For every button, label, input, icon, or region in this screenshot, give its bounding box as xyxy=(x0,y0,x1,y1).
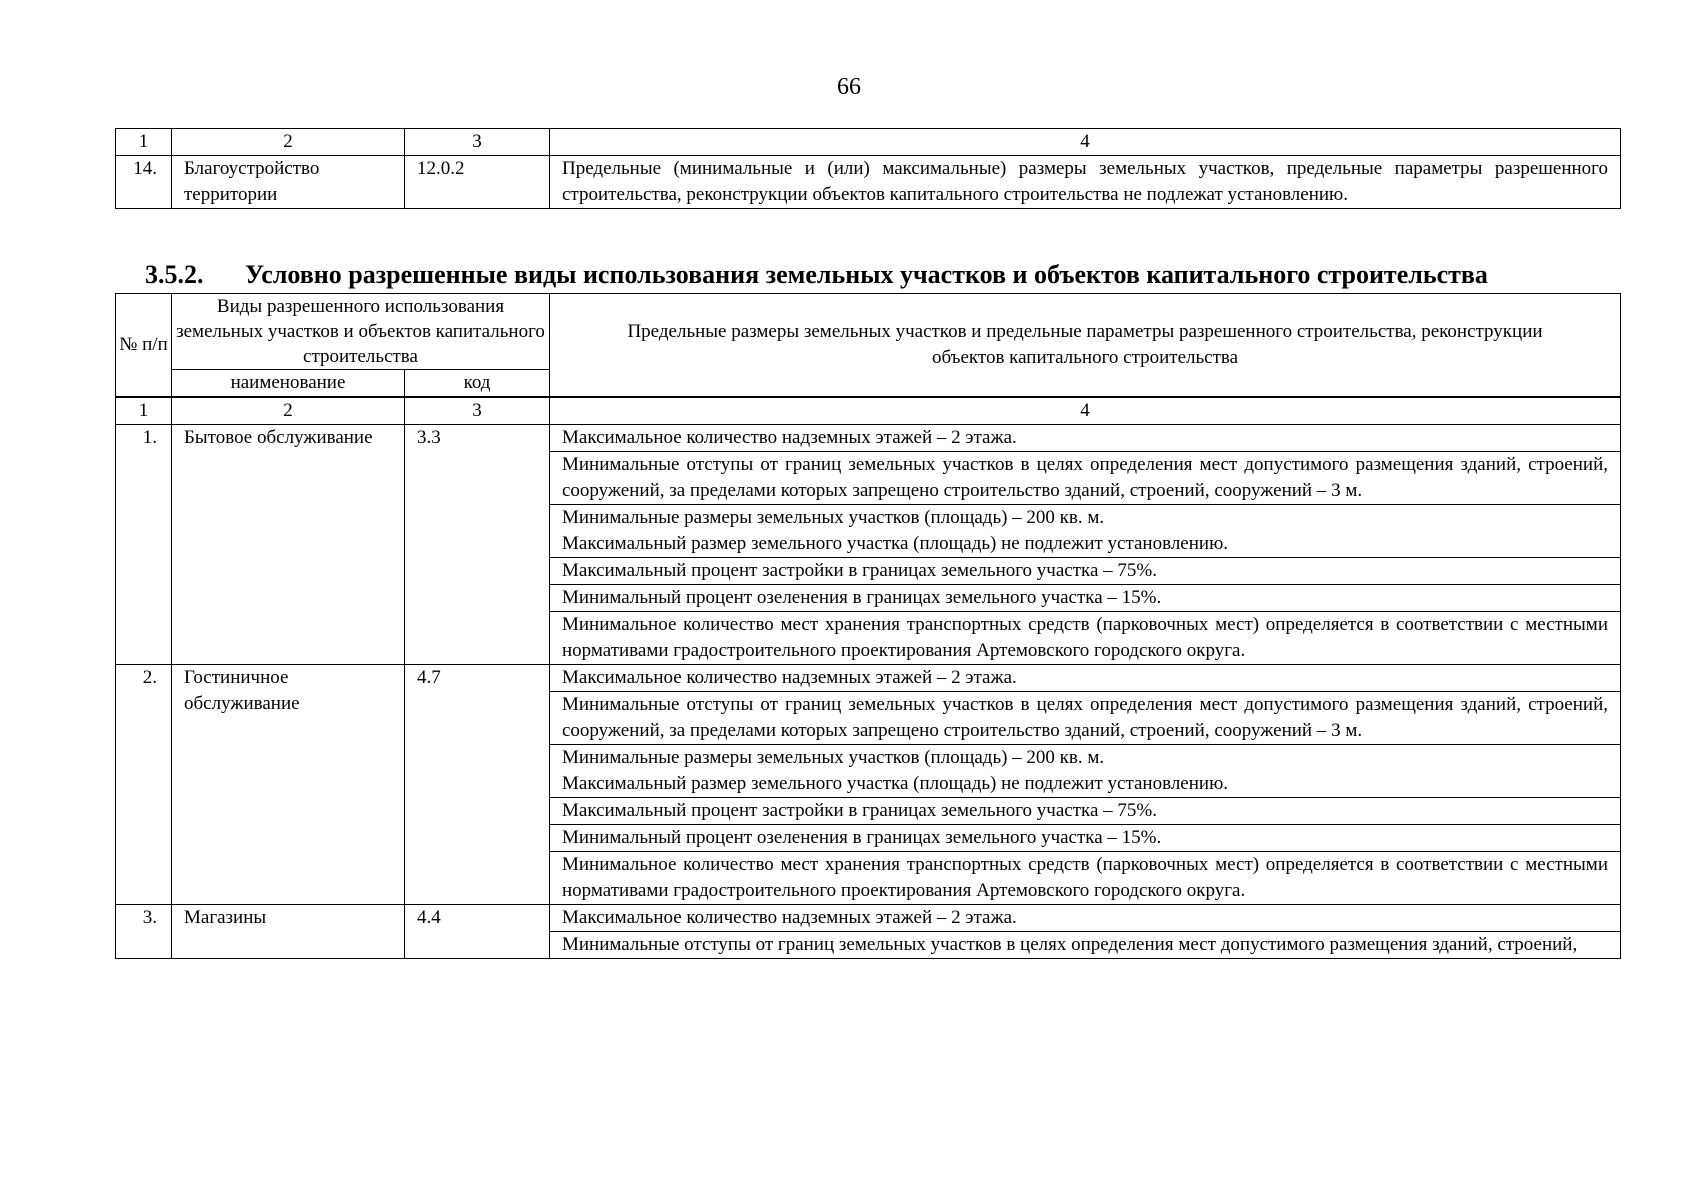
param-min-greenery: Минимальный процент озеленения в границах земельного участка – 15%. xyxy=(550,585,1621,612)
param-plot-size xyxy=(550,745,1621,798)
page-number: 66 xyxy=(837,74,861,100)
colnum-1: 1 xyxy=(116,129,172,156)
param-plot-size xyxy=(550,505,1621,558)
param-max-plot-size: Максимальный размер земельного участка (площадь) не подлежит установлению. xyxy=(562,773,1229,794)
param-max-coverage: Максимальный процент застройки в границах земельного участка – 75%. xyxy=(550,558,1621,585)
row-use-code: 4.7 xyxy=(405,665,550,905)
param-min-greenery: Минимальный процент озеленения в границах земельного участка – 15%. xyxy=(550,825,1621,852)
row-use-name: Гостиничное обслуживание xyxy=(172,665,405,905)
row-use-name: Бытовое обслуживание xyxy=(172,425,405,665)
table-row xyxy=(116,665,1621,692)
column-numbers-row xyxy=(116,398,1621,425)
param-min-setbacks: Минимальные отступы от границ земельных участков в целях определения мест допустимого размещения зданий, строений, xyxy=(550,932,1621,959)
row-number: 1. xyxy=(116,425,172,665)
row-use-code: 4.4 xyxy=(405,905,550,959)
row-number: 14. xyxy=(116,156,172,209)
section-heading xyxy=(145,258,1621,292)
param-min-plot-size: Минимальные размеры земельных участков (площадь) – 200 кв. м. xyxy=(562,507,1105,528)
header-code: код xyxy=(405,370,550,397)
param-parking: Минимальное количество мест хранения транспортных средств (парковочных мест) определяется в соответствии с местными нормативами градостроительного проектирования Артемовского городского округа. xyxy=(550,612,1621,665)
header-name: наименование xyxy=(172,370,405,397)
param-max-floors: Максимальное количество надземных этажей – 2 этажа. xyxy=(550,425,1621,452)
continued-table xyxy=(115,128,1621,209)
param-min-setbacks: Минимальные отступы от границ земельных участков в целях определения мест допустимого размещения зданий, строений, сооружений, за пределами которых запрещено строительство зданий, строений, сооружений – 3 м. xyxy=(550,452,1621,505)
colnum-1: 1 xyxy=(116,398,172,425)
row-parameters: Предельные (минимальные и (или) максимальные) размеры земельных участков, предельные параметры разрешенного строительства, реконструкции объектов капитального строительства не подлежат установлению. xyxy=(550,156,1621,209)
param-min-plot-size: Минимальные размеры земельных участков (площадь) – 200 кв. м. xyxy=(562,747,1105,768)
row-number: 3. xyxy=(116,905,172,959)
row-use-code: 3.3 xyxy=(405,425,550,665)
param-max-floors: Максимальное количество надземных этажей – 2 этажа. xyxy=(550,905,1621,932)
param-max-coverage: Максимальный процент застройки в границах земельного участка – 75%. xyxy=(550,798,1621,825)
colnum-2: 2 xyxy=(172,129,405,156)
header-number: № п/п xyxy=(116,294,172,397)
header-types-of-use: Виды разрешенного использования земельных участков и объектов капитального строительства xyxy=(172,294,550,370)
table-row xyxy=(116,905,1621,932)
header-limits: Предельные размеры земельных участков и предельные параметры разрешенного строительства, реконструкции объектов капитального строительства xyxy=(550,294,1621,397)
section-title: Условно разрешенные виды использования земельных участков и объектов капитального строительства xyxy=(245,260,1488,289)
colnum-2: 2 xyxy=(172,398,405,425)
colnum-3: 3 xyxy=(405,129,550,156)
param-parking: Минимальное количество мест хранения транспортных средств (парковочных мест) определяется в соответствии с местными нормативами градостроительного проектирования Артемовского городского округа. xyxy=(550,852,1621,905)
param-min-setbacks: Минимальные отступы от границ земельных участков в целях определения мест допустимого размещения зданий, строений, сооружений, за пределами которых запрещено строительство зданий, строений, сооружений – 3 м. xyxy=(550,692,1621,745)
param-max-plot-size: Максимальный размер земельного участка (площадь) не подлежит установлению. xyxy=(562,533,1229,554)
row-use-name: Магазины xyxy=(172,905,405,959)
column-numbers-row xyxy=(116,129,1621,156)
row-use-name: Благоустройство территории xyxy=(172,156,405,209)
main-table xyxy=(115,397,1621,959)
colnum-3: 3 xyxy=(405,398,550,425)
table-row xyxy=(116,156,1621,209)
param-max-floors: Максимальное количество надземных этажей – 2 этажа. xyxy=(550,665,1621,692)
row-number: 2. xyxy=(116,665,172,905)
colnum-4: 4 xyxy=(550,129,1621,156)
section-number: 3.5.2. xyxy=(145,260,204,289)
row-use-code: 12.0.2 xyxy=(405,156,550,209)
table-row xyxy=(116,425,1621,452)
colnum-4: 4 xyxy=(550,398,1621,425)
table-header xyxy=(115,293,1621,397)
